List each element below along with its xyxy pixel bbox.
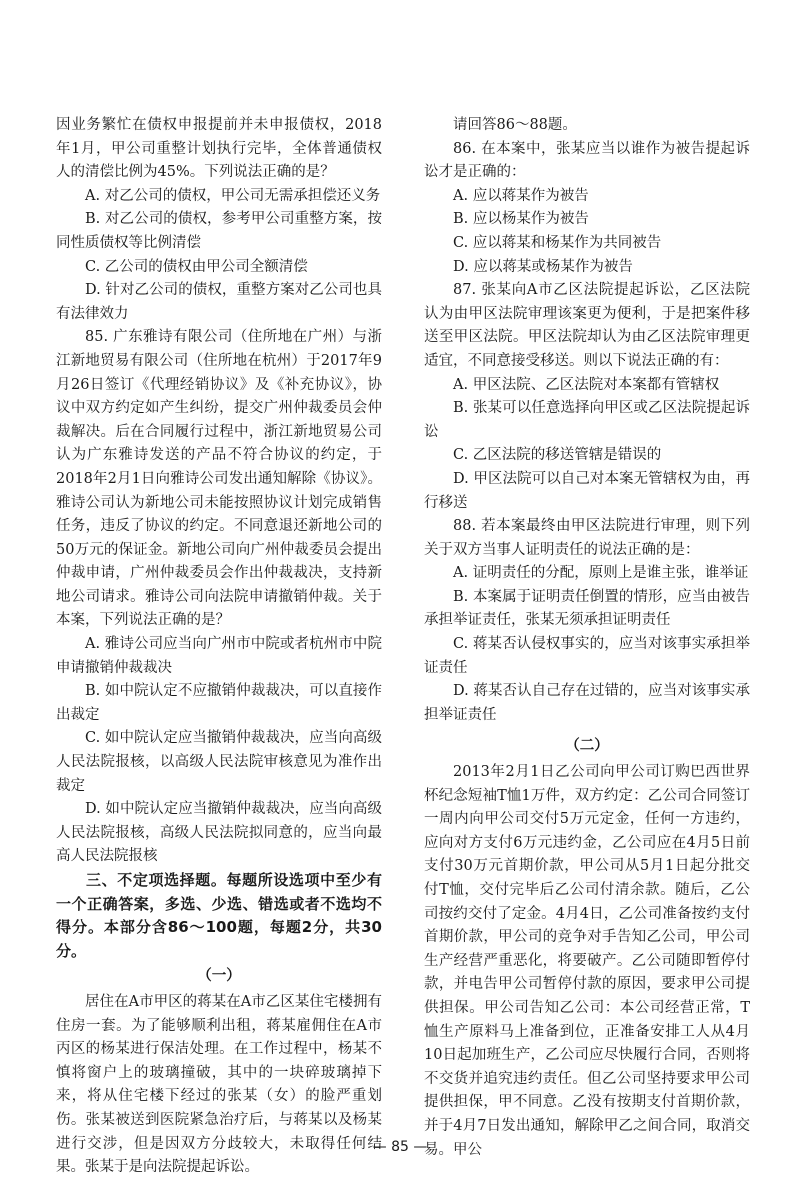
question-86-option-d: D. 应以蒋某或杨某作为被告 (453, 258, 633, 275)
right-column (424, 114, 750, 1162)
question-86-option-b: B. 应以杨某作为被告 (453, 211, 589, 228)
question-88-option-a: A. 证明责任的分配，原则上是谁主张，谁举证 (453, 565, 749, 582)
question-88-option-b: B. 本案属于证明责任倒置的情形，应当由被告承担举证责任，张某无须承担证明责任 (424, 588, 750, 629)
question-85-option-a: A. 雅诗公司应当向广州市中院或者杭州市中院申请撤销仲裁裁决 (56, 636, 382, 676)
question-87-option-d: D. 甲区法院可以自己对本案无管辖权为由，再行移送 (424, 470, 750, 511)
option-a: A. 对乙公司的债权，甲公司无需承担偿还义务 (85, 187, 381, 204)
question-88: 88. 若本案最终由甲区法院进行审理，则下列关于双方当事人证明责任的说法正确的是： (424, 518, 750, 558)
question-87-option-a: A. 甲区法院、乙区法院对本案都有管辖权 (453, 376, 720, 393)
question-87-option-b: B. 张某可以任意选择向甲区或乙区法院提起诉讼 (424, 400, 750, 440)
subsection-heading-2: （二） (565, 738, 609, 755)
case-description-2: 2013年2月1日乙公司向甲公司订购巴西世界杯纪念短袖T恤1万件，双方约定：乙公司合同签订一周内向甲公司交付5万元定金，任何一方违约，应向对方支付6万元违约金，乙公司应在4月5日前支付30万元首期价款，甲公司从5月1日起分批交付T恤，交付完毕后乙公司付清余款。随后，乙公司按约交付了定金。4月4日，乙公司准备按约支付首期价款，甲公司的竞争对手告知乙公司，甲公司生产经营严重恶化，将要破产。乙公司随即暂停付款，并电告甲公司暂停付款的原因，要求甲公司提供担保。甲公司告知乙公司：本公司经营正常，T恤生产原料马上准备到位，正准备安排工人从4月10日起加班生产，乙公司应尽快履行合同，否则将不交货并追究违约责任。但乙公司坚持要求甲公司提供担保，甲不同意。乙没有按期支付首期价款，并于4月7日发出通知，解除甲乙之间合同，取消交易。甲公 (424, 764, 750, 1158)
question-87-option-c: C. 乙区法院的移送管辖是错误的 (453, 447, 662, 464)
question-88-option-d: D. 蒋某否认自己存在过错的，应当对该事实承担举证责任 (424, 683, 750, 723)
question-85-option-c: C. 如中院认定应当撤销仲裁裁决，应当向高级人民法院报核，以高级人民法院审核意见为准作出裁定 (56, 730, 382, 794)
option-c: C. 乙公司的债权由甲公司全额清偿 (85, 258, 308, 275)
question-87: 87. 张某向A市乙区法院提起诉讼，乙区法院认为由甲区法院审理该案更为便利，于是把案件移送至甲区法院。甲区法院却认为由乙区法院审理更适宜，不同意接受移送。则以下说法正确的有： (424, 282, 750, 369)
question-86-option-a: A. 应以蒋某作为被告 (453, 187, 589, 204)
option-b: B. 对乙公司的债权，参考甲公司重整方案，按同性质债权等比例清偿 (56, 211, 382, 251)
question-85: 85. 广东雅诗有限公司（住所地在广州）与浙江新地贸易有限公司（住所地在杭州）于2017年9月26日签订《代理经销协议》及《补充协议》，协议中双方约定如产生纠纷，提交广州仲裁委员会仲裁解决。后在合同履行过程中，浙江新地贸易公司认为广东雅诗发送的产品不符合协议的约定，于2018年2月1日向雅诗公司发出通知解除《协议》。雅诗公司认为新地公司未能按照协议计划完成销售任务，违反了协议的约定。不同意退还新地公司的50万元的保证金。新地公司向广州仲裁委员会提出仲裁申请，广州仲裁委员会作出仲裁裁决，支持新地公司请求。雅诗公司向法院申请撤销仲裁。关于本案，下列说法正确的是？ (56, 329, 382, 629)
question-88-option-c: C. 蒋某否认侵权事实的，应当对该事实承担举证责任 (424, 636, 750, 676)
question-86-option-c: C. 应以蒋某和杨某作为共同被告 (453, 234, 662, 251)
option-d: D. 针对乙公司的债权，重整方案对乙公司也具有法律效力 (56, 282, 382, 322)
paragraph-continued: 因业务繁忙在债权申报提前并未申报债权，2018年1月，甲公司重整计划执行完毕，全体普通债权人的清偿比例为45%。下列说法正确的是？ (56, 117, 382, 181)
case-prompt: 请回答86～88题。 (453, 117, 577, 133)
page-number: — 85 — (372, 1139, 428, 1155)
section-heading: 三、不定项选择题。每题所设选项中至少有一个正确答案，多选、少选、错选或者不选均不得分。本部分含86～100题，每题2分，共30分。 (56, 871, 382, 960)
question-85-option-d: D. 如中院认定应当撤销仲裁裁决，应当向高级人民法院报核，高级人民法院拟同意的，应当向最高人民法院报核 (56, 801, 382, 865)
case-description-1: 居住在A市甲区的蒋某在A市乙区某住宅楼拥有住房一套。为了能够顺利出租，蒋某雇佣住在A市丙区的杨某进行保洁处理。在工作过程中，杨某不慎将窗户上的玻璃撞破，其中的一块碎玻璃掉下来，将从住宅楼下经过的张某（女）的脸严重划伤。张某被送到医院紧急治疗后，与蒋某以及杨某进行交涉，但是因双方分歧较大，未取得任何结果。张某于是向法院提起诉讼。 (56, 993, 382, 1176)
question-86: 86. 在本案中，张某应当以谁作为被告提起诉讼才是正确的： (424, 140, 750, 181)
subsection-heading-1: （一） (197, 968, 241, 985)
question-85-option-b: B. 如中院认定不应撤销仲裁裁决，可以直接作出裁定 (56, 683, 382, 723)
left-column (56, 114, 382, 1180)
